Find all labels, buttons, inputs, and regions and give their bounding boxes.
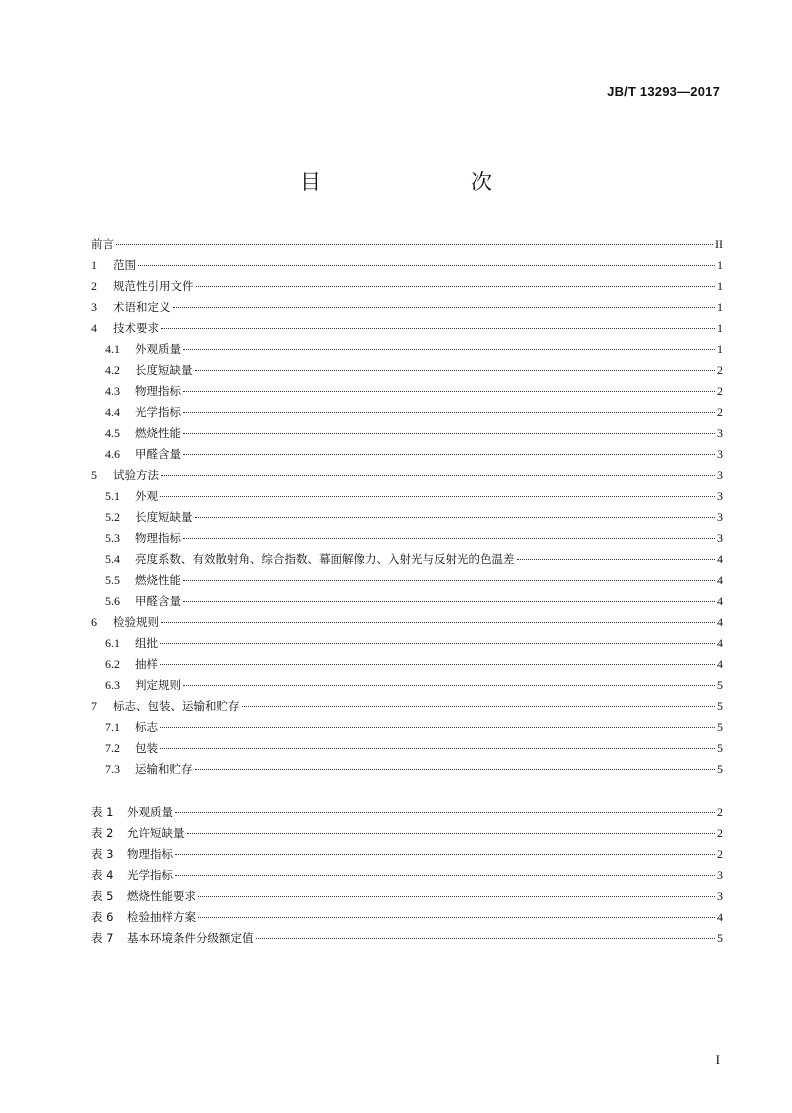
toc-entry[interactable] xyxy=(91,717,723,738)
standard-code: JB/T 13293—2017 xyxy=(607,84,720,99)
entry-page: 3 xyxy=(717,468,723,482)
dot-leader xyxy=(242,705,716,707)
entry-number: 7.3 xyxy=(105,762,120,776)
entry-number: 4.1 xyxy=(105,342,120,356)
entry-number: 2 xyxy=(91,279,97,293)
entry-number: 5 xyxy=(91,468,97,482)
entry-number: 表 4 xyxy=(91,868,114,882)
entry-number: 5.2 xyxy=(105,510,120,524)
dot-leader xyxy=(160,495,715,497)
entry-label: 长度短缺量 xyxy=(135,363,193,377)
entry-page: 2 xyxy=(717,405,723,419)
table-of-contents xyxy=(91,234,723,949)
dot-leader xyxy=(517,558,716,560)
entry-number: 表 5 xyxy=(91,889,114,903)
entry-page: 1 xyxy=(717,300,723,314)
dot-leader xyxy=(161,621,715,623)
dot-leader xyxy=(183,453,715,455)
entry-label: 试验方法 xyxy=(113,468,159,482)
entry-number: 4.3 xyxy=(105,384,120,398)
dot-leader xyxy=(175,874,715,876)
entry-number: 7.2 xyxy=(105,741,120,755)
entry-label: 前言 xyxy=(91,237,114,251)
dot-leader xyxy=(161,327,715,329)
entry-number: 5.4 xyxy=(105,552,120,566)
entry-label: 范围 xyxy=(113,258,136,272)
dot-leader xyxy=(198,895,715,897)
entry-number: 4.2 xyxy=(105,363,120,377)
entry-label: 允许短缺量 xyxy=(127,826,185,840)
table-list-item[interactable] xyxy=(91,823,723,844)
entry-label: 术语和定义 xyxy=(113,300,171,314)
entry-label: 燃烧性能 xyxy=(135,426,181,440)
entry-number: 6.2 xyxy=(105,657,120,671)
dot-leader xyxy=(116,243,713,245)
dot-leader xyxy=(175,811,715,813)
dot-leader xyxy=(183,348,715,350)
dot-leader xyxy=(183,537,715,539)
entry-page: 4 xyxy=(717,636,723,650)
toc-entry[interactable] xyxy=(91,486,723,507)
toc-entry[interactable] xyxy=(91,423,723,444)
entry-label: 燃烧性能要求 xyxy=(127,889,196,903)
entry-number: 1 xyxy=(91,258,97,272)
toc-entries xyxy=(91,234,723,780)
entry-number: 7 xyxy=(91,699,97,713)
table-list-item[interactable] xyxy=(91,886,723,907)
dot-leader xyxy=(160,747,715,749)
entry-label: 物理指标 xyxy=(135,384,181,398)
entry-page: 2 xyxy=(717,384,723,398)
entry-number: 6.1 xyxy=(105,636,120,650)
entry-page: 1 xyxy=(717,321,723,335)
entry-number: 表 2 xyxy=(91,826,114,840)
entry-number: 6 xyxy=(91,615,97,629)
entry-label: 光学指标 xyxy=(135,405,181,419)
entry-label: 光学指标 xyxy=(127,868,173,882)
entry-page: 3 xyxy=(717,447,723,461)
entry-number: 4.6 xyxy=(105,447,120,461)
entry-page: 3 xyxy=(717,868,723,882)
toc-entry[interactable] xyxy=(91,549,723,570)
entry-number: 6.3 xyxy=(105,678,120,692)
entry-page: 4 xyxy=(717,573,723,587)
toc-entry[interactable] xyxy=(91,633,723,654)
toc-entry[interactable] xyxy=(91,234,723,255)
dot-leader xyxy=(195,768,716,770)
entry-page: 5 xyxy=(717,741,723,755)
entry-page: 5 xyxy=(717,699,723,713)
entry-page: 1 xyxy=(717,279,723,293)
entry-page: 4 xyxy=(717,910,723,924)
toc-entry[interactable] xyxy=(91,318,723,339)
toc-entry[interactable] xyxy=(91,255,723,276)
entry-page: 2 xyxy=(717,805,723,819)
entry-number: 3 xyxy=(91,300,97,314)
entry-label: 检验抽样方案 xyxy=(127,910,196,924)
dot-leader xyxy=(183,600,715,602)
entry-page: 3 xyxy=(717,489,723,503)
entry-label: 抽样 xyxy=(135,657,158,671)
toc-entry[interactable] xyxy=(91,675,723,696)
entry-page: 5 xyxy=(717,678,723,692)
entry-label: 物理指标 xyxy=(135,531,181,545)
toc-entry[interactable] xyxy=(91,759,723,780)
dot-leader xyxy=(183,390,715,392)
entry-number: 7.1 xyxy=(105,720,120,734)
entry-number: 表 1 xyxy=(91,805,114,819)
entry-number: 表 7 xyxy=(91,931,114,945)
table-list-item[interactable] xyxy=(91,802,723,823)
entry-number: 5.3 xyxy=(105,531,120,545)
entry-page: 3 xyxy=(717,510,723,524)
toc-entry[interactable] xyxy=(91,465,723,486)
entry-page: 4 xyxy=(717,594,723,608)
table-list-item[interactable] xyxy=(91,844,723,865)
section-gap xyxy=(91,780,723,802)
dot-leader xyxy=(183,411,715,413)
toc-entry[interactable] xyxy=(91,297,723,318)
entry-label: 基本环境条件分级额定值 xyxy=(127,931,254,945)
dot-leader xyxy=(195,516,716,518)
entry-label: 技术要求 xyxy=(113,321,159,335)
dot-leader xyxy=(160,726,715,728)
page-title: 目 次 xyxy=(300,170,528,194)
toc-entry[interactable] xyxy=(91,570,723,591)
table-list-item[interactable] xyxy=(91,928,723,949)
toc-entry[interactable] xyxy=(91,612,723,633)
entry-page: 5 xyxy=(717,931,723,945)
dot-leader xyxy=(173,306,716,308)
entry-page: 5 xyxy=(717,762,723,776)
entry-page: 1 xyxy=(717,258,723,272)
entry-page: 2 xyxy=(717,847,723,861)
entry-label: 外观质量 xyxy=(127,805,173,819)
dot-leader xyxy=(183,684,715,686)
toc-entry[interactable] xyxy=(91,738,723,759)
toc-entry[interactable] xyxy=(91,696,723,717)
toc-entry[interactable] xyxy=(91,591,723,612)
entry-label: 甲醛含量 xyxy=(135,447,181,461)
toc-entry[interactable] xyxy=(91,444,723,465)
dot-leader xyxy=(160,663,715,665)
dot-leader xyxy=(138,264,715,266)
dot-leader xyxy=(256,937,716,939)
dot-leader xyxy=(183,432,715,434)
entry-page: 4 xyxy=(717,552,723,566)
entry-number: 5.1 xyxy=(105,489,120,503)
table-list-item[interactable] xyxy=(91,907,723,928)
entry-page: 1 xyxy=(717,342,723,356)
dot-leader xyxy=(196,285,716,287)
toc-entry[interactable] xyxy=(91,381,723,402)
entry-label: 外观 xyxy=(135,489,158,503)
entry-page: 3 xyxy=(717,889,723,903)
entry-label: 包装 xyxy=(135,741,158,755)
entry-label: 标志 xyxy=(135,720,158,734)
dot-leader xyxy=(198,916,715,918)
toc-entry[interactable] xyxy=(91,276,723,297)
entry-label: 标志、包装、运输和贮存 xyxy=(113,699,240,713)
entry-label: 亮度系数、有效散射角、综合指数、幕面解像力、入射光与反射光的色温差 xyxy=(135,552,515,566)
entry-page: 3 xyxy=(717,426,723,440)
entry-number: 表 3 xyxy=(91,847,114,861)
toc-entry[interactable] xyxy=(91,402,723,423)
entry-label: 外观质量 xyxy=(135,342,181,356)
entry-page: 4 xyxy=(717,657,723,671)
entry-number: 4.5 xyxy=(105,426,120,440)
dot-leader xyxy=(187,832,716,834)
entry-label: 长度短缺量 xyxy=(135,510,193,524)
entry-number: 4 xyxy=(91,321,97,335)
page-number: I xyxy=(715,1052,720,1067)
entry-label: 甲醛含量 xyxy=(135,594,181,608)
entry-label: 组批 xyxy=(135,636,158,650)
table-list xyxy=(91,802,723,949)
entry-page: II xyxy=(715,237,723,251)
entry-page: 4 xyxy=(717,615,723,629)
toc-entry[interactable] xyxy=(91,528,723,549)
entry-page: 2 xyxy=(717,826,723,840)
entry-number: 5.6 xyxy=(105,594,120,608)
entry-page: 5 xyxy=(717,720,723,734)
toc-entry[interactable] xyxy=(91,507,723,528)
toc-entry[interactable] xyxy=(91,339,723,360)
toc-entry[interactable] xyxy=(91,654,723,675)
entry-label: 规范性引用文件 xyxy=(113,279,194,293)
entry-label: 运输和贮存 xyxy=(135,762,193,776)
entry-number: 5.5 xyxy=(105,573,120,587)
table-list-item[interactable] xyxy=(91,865,723,886)
entry-number: 表 6 xyxy=(91,910,114,924)
entry-label: 检验规则 xyxy=(113,615,159,629)
entry-page: 2 xyxy=(717,363,723,377)
entry-label: 燃烧性能 xyxy=(135,573,181,587)
dot-leader xyxy=(161,474,715,476)
dot-leader xyxy=(195,369,716,371)
dot-leader xyxy=(160,642,715,644)
entry-label: 判定规则 xyxy=(135,678,181,692)
toc-entry[interactable] xyxy=(91,360,723,381)
entry-number: 4.4 xyxy=(105,405,120,419)
dot-leader xyxy=(175,853,715,855)
entry-label: 物理指标 xyxy=(127,847,173,861)
entry-page: 3 xyxy=(717,531,723,545)
dot-leader xyxy=(183,579,715,581)
